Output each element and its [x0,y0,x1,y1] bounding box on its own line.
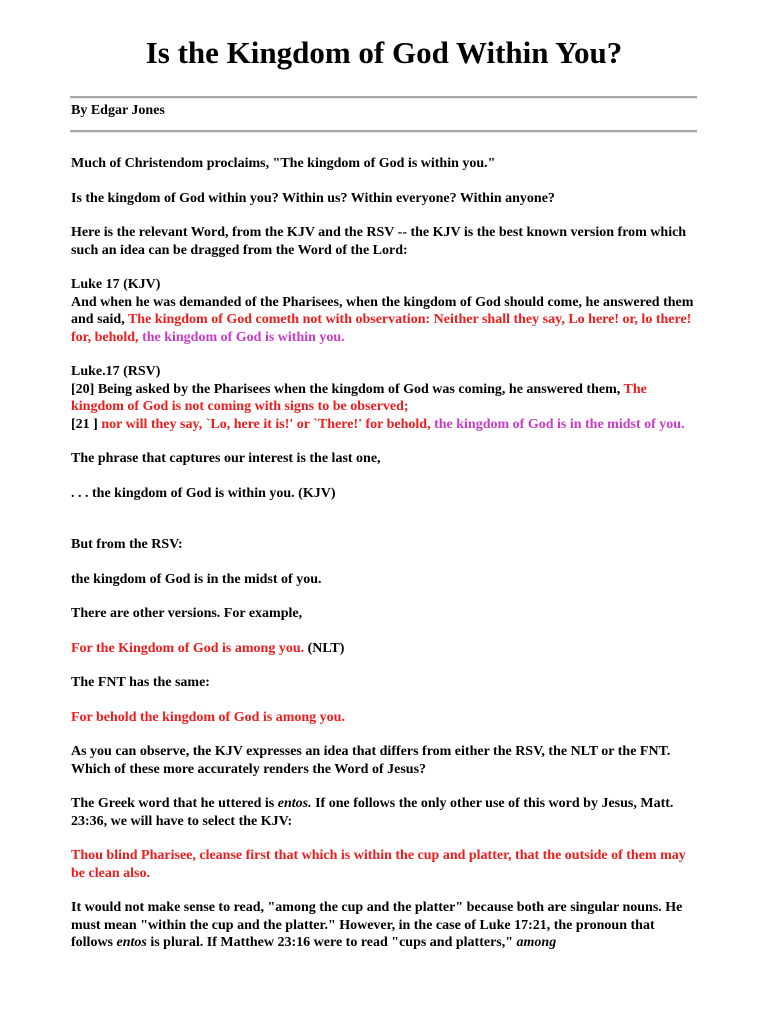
nlt-tag: (NLT) [304,640,345,656]
paragraph-last [71,899,697,952]
paragraph-versions: Here is the relevant Word, from the KJV and the RSV -- the KJV is the best known version from which such an idea can be dragged from the Word of the Lord: [71,225,687,258]
paragraph-phrase: The phrase that captures our interest is the last one, [71,451,381,466]
paragraph-question: Is the kingdom of God within you? Within us? Within everyone? Within anyone? [71,190,555,206]
paragraph-kjv-quote: . . . the kingdom of God is within you. (KJV) [71,485,336,501]
rsv-verse-21-red: nor will they say, `Lo, here it is!' or `There!' for behold, [97,416,431,432]
last-word-among: among [516,935,557,950]
kjv-passage [71,276,697,346]
paragraph-greek [71,795,697,830]
divider-top [70,96,697,99]
greek-text-a: The Greek word that he uttered is [71,796,278,811]
byline: By Edgar Jones [71,103,165,118]
kjv-quote-pink: the kingdom of God is within you. [138,329,345,345]
last-text-a: It would not make sense to read, "among the cup and the platter" because both are singular nouns. He must mean "within the cup and the platter." However, in the case of Luke 17:21, the pronoun that follows [71,900,683,950]
kjv-quote-red: The kingdom of God cometh not with observation: Neither shall they say, Lo here! or, lo there! for, behold, [71,312,692,345]
fnt-quote: For behold the kingdom of God is among you. [71,709,345,725]
paragraph-intro: Much of Christendom proclaims, "The kingdom of God is within you." [71,156,496,171]
greek-word: entos. [277,796,312,811]
page-title: Is the Kingdom of God Within You? [145,35,623,70]
rsv-verse-21-number: [21 ] [71,416,98,432]
paragraph-other-versions: There are other versions. For example, [71,606,303,621]
paragraph-rsv-intro: But from the RSV: [71,537,183,552]
rsv-verse-20: [20] Being asked by the Pharisees when the kingdom of God was coming, he answered them, [71,381,624,397]
rsv-verse-20-red: The kingdom of God is not coming with signs to be observed; [71,381,647,414]
article-body [71,155,697,969]
paragraph-comparison: As you can observe, the KJV expresses an idea that differs from either the RSV, the NLT or the FNT. Which of these more accurately renders the Word of Jesus? [71,744,671,777]
rsv-verse-21-pink: the kingdom of God is in the midst of you. [430,416,685,432]
last-word-entos: entos [116,935,147,950]
last-text-b: is plural. If Matthew 23:16 were to read "cups and platters," [146,935,517,950]
kjv-text: And when he was demanded of the Pharisees, when the kingdom of God should come, he answered them and said, [71,294,694,327]
paragraph-rsv-quote: the kingdom of God is in the midst of you. [71,571,322,587]
nlt-quote-red: For the Kingdom of God is among you. [71,640,305,656]
nlt-quote [71,640,697,658]
rsv-reference: Luke.17 (RSV) [71,364,161,379]
greek-text-b: If one follows the only other use of this word by Jesus, Matt. 23:36, we will have to select the KJV: [71,796,674,829]
matthew-quote: Thou blind Pharisee, cleanse first that which is within the cup and platter, that the outside of them may be clean also. [71,848,686,881]
paragraph-fnt-intro: The FNT has the same: [71,675,210,690]
rsv-passage [71,363,697,433]
kjv-reference: Luke 17 (KJV) [71,277,161,292]
divider-bottom [70,130,697,133]
spacer [71,519,697,536]
